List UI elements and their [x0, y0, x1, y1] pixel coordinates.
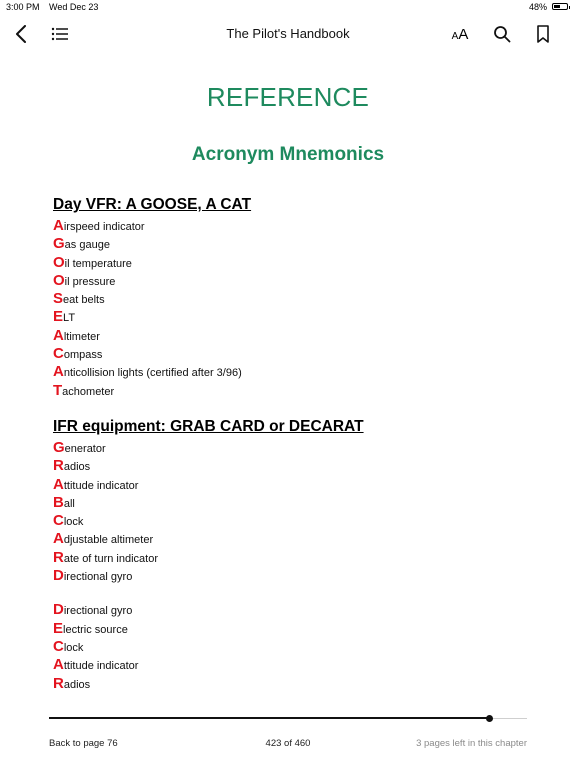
bookmark-icon — [536, 25, 550, 44]
list-item — [53, 567, 364, 585]
mnemonic-letter: R — [53, 457, 64, 475]
list-item — [53, 382, 251, 400]
page-subheading: Acronym Mnemonics — [191, 144, 385, 165]
reader-toolbar — [0, 16, 576, 52]
section-day-vfr — [53, 196, 251, 400]
mnemonic-text: irectional gyro — [63, 571, 133, 584]
mnemonic-letter: A — [53, 475, 64, 493]
list-item — [53, 308, 251, 326]
mnemonic-letter: E — [53, 308, 64, 326]
mnemonic-letter: G — [53, 235, 65, 253]
mnemonic-text: il temperature — [64, 257, 132, 270]
list-item — [53, 620, 364, 638]
section-title: IFR equipment: GRAB CARD or DECARAT — [53, 418, 364, 435]
mnemonic-text: achometer — [62, 385, 115, 398]
status-time: 3:00 PM — [6, 2, 40, 12]
list-item — [53, 476, 364, 494]
mnemonic-letter: S — [53, 290, 64, 308]
reader-footer — [0, 738, 576, 754]
status-date: Wed Dec 23 — [49, 2, 99, 12]
mnemonic-text: ttitude indicator — [63, 479, 139, 492]
mnemonic-list — [53, 217, 251, 400]
mnemonic-letter: C — [53, 345, 64, 363]
mnemonic-text: lock — [63, 516, 84, 529]
list-item — [53, 549, 364, 567]
mnemonic-letter: T — [53, 381, 63, 399]
mnemonic-letter: C — [53, 637, 64, 655]
mnemonic-text: all — [63, 497, 75, 510]
list-item — [53, 675, 364, 693]
scrubber-handle[interactable] — [486, 715, 493, 722]
mnemonic-letter: G — [53, 439, 65, 456]
list-item — [53, 601, 364, 619]
mnemonic-text: djustable altimeter — [63, 534, 154, 547]
list-item — [53, 217, 251, 235]
list-item — [53, 345, 251, 363]
list-item — [53, 638, 364, 656]
status-bar — [0, 0, 576, 14]
list-item — [53, 235, 251, 253]
mnemonic-letter: D — [53, 601, 64, 619]
scrubber-progress — [49, 717, 489, 719]
mnemonic-text: nticollision lights (certified after 3/96) — [63, 367, 242, 380]
mnemonic-letter: A — [53, 363, 64, 381]
list-item — [53, 512, 364, 530]
mnemonic-letter: E — [53, 619, 64, 637]
list-spacer — [53, 585, 364, 601]
book-title: The Pilot's Handbook — [226, 26, 350, 41]
mnemonic-text: lock — [63, 641, 84, 654]
section-title: Day VFR: A GOOSE, A CAT — [53, 196, 252, 213]
list-item — [53, 494, 364, 512]
mnemonic-letter: C — [53, 512, 64, 530]
mnemonic-text: ttitude indicator — [63, 660, 139, 673]
back-to-page-link[interactable]: Back to page 76 — [49, 738, 118, 749]
text-size-button[interactable] — [446, 21, 474, 47]
search-icon — [493, 25, 511, 43]
text-size-icon: AA — [451, 25, 469, 43]
mnemonic-letter: R — [53, 548, 64, 566]
list-item — [53, 530, 364, 548]
mnemonic-list — [53, 439, 364, 585]
page-indicator: 423 of 460 — [265, 738, 311, 749]
battery-percent: 48% — [528, 2, 547, 12]
mnemonic-letter: A — [53, 217, 64, 234]
mnemonic-list — [53, 601, 364, 692]
mnemonic-text: lectric source — [63, 623, 128, 636]
battery-icon — [552, 3, 568, 10]
list-item — [53, 254, 251, 272]
list-item — [53, 290, 251, 308]
mnemonic-letter: D — [53, 567, 64, 585]
mnemonic-text: irspeed indicator — [63, 221, 145, 233]
mnemonic-text: adios — [63, 678, 91, 691]
list-item — [53, 457, 364, 475]
list-item — [53, 363, 251, 381]
mnemonic-text: ltimeter — [63, 330, 100, 343]
mnemonic-letter: A — [53, 530, 64, 548]
mnemonic-letter: O — [53, 253, 65, 271]
bookmark-button[interactable] — [530, 21, 556, 47]
mnemonic-text: ompass — [63, 349, 103, 362]
list-item — [53, 656, 364, 674]
chapter-remaining: 3 pages left in this chapter — [416, 738, 527, 749]
mnemonic-letter: A — [53, 656, 64, 674]
mnemonic-letter: R — [53, 674, 64, 692]
mnemonic-text: enerator — [64, 443, 106, 455]
page-scrubber[interactable] — [49, 717, 527, 720]
mnemonic-text: as gauge — [64, 239, 110, 252]
list-item — [53, 439, 364, 457]
mnemonic-text: eat belts — [63, 294, 105, 307]
list-item — [53, 327, 251, 345]
mnemonic-letter: A — [53, 326, 64, 344]
search-button[interactable] — [489, 21, 515, 47]
section-ifr-equipment — [53, 418, 364, 693]
mnemonic-text: ate of turn indicator — [63, 552, 159, 565]
mnemonic-text: irectional gyro — [63, 605, 133, 618]
mnemonic-text: LT — [63, 312, 76, 325]
mnemonic-text: adios — [63, 461, 91, 474]
mnemonic-letter: O — [53, 271, 65, 289]
mnemonic-letter: B — [53, 493, 64, 511]
list-item — [53, 272, 251, 290]
mnemonic-text: il pressure — [64, 275, 116, 288]
page-heading: REFERENCE — [206, 82, 370, 112]
